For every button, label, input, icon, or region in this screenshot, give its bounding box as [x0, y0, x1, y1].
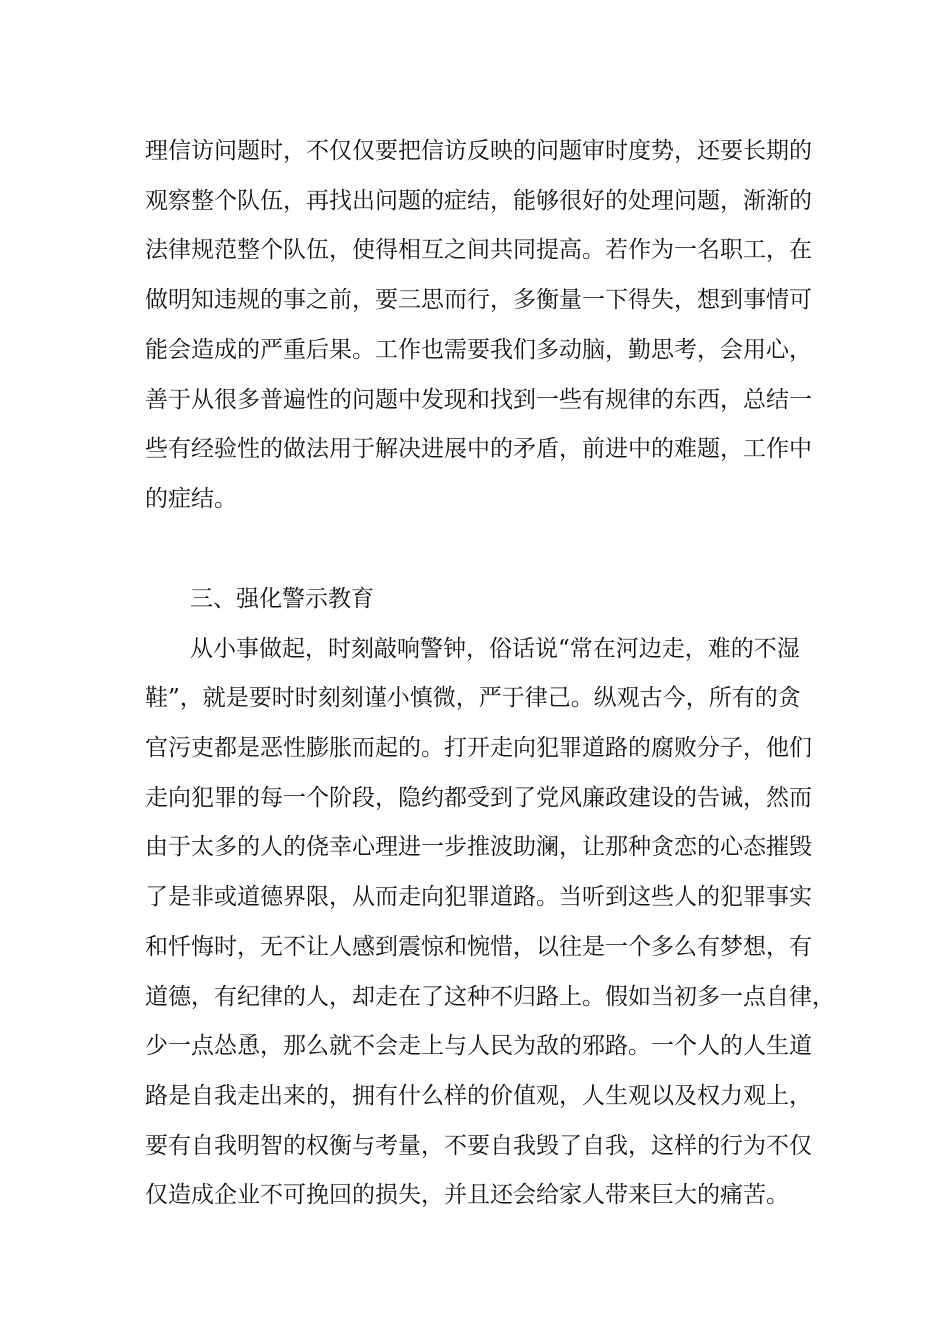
paragraph-2-line: 道德，有纪律的人，却走在了这种不归路上。假如当初多一点自律，: [145, 984, 835, 1010]
paragraph-1-line: 的症结。: [145, 486, 237, 512]
paragraph-2-line: 路是自我走出来的，拥有什么样的价值观，人生观以及权力观上，: [145, 1083, 812, 1109]
paragraph-2-line: 仅造成企业不可挽回的损失，并且还会给家人带来巨大的痛苦。: [145, 1182, 789, 1208]
paragraph-2-line: 由于太多的人的侥幸心理进一步推波助澜，让那种贪恋的心态摧毁: [145, 834, 812, 860]
paragraph-2-line: 官污吏都是恶性膨胀而起的。打开走向犯罪道路的腐败分子，他们: [145, 735, 812, 761]
paragraph-1-line: 观察整个队伍，再找出问题的症结，能够很好的处理问题，渐渐的: [145, 188, 812, 214]
paragraph-2-line: 少一点怂恿，那么就不会走上与人民为敌的邪路。一个人的人生道: [145, 1033, 812, 1059]
paragraph-1-line: 法律规范整个队伍，使得相互之间共同提高。若作为一名职工，在: [145, 237, 812, 263]
section-heading: 三、强化警示教育: [190, 586, 374, 612]
paragraph-2-line: 和忏悔时，无不让人感到震惊和惋惜，以往是一个多么有梦想，有: [145, 934, 812, 960]
paragraph-2-line: 鞋”，就是要时时刻刻谨小慎微，严于律己。纵观古今，所有的贪: [145, 685, 801, 711]
paragraph-2-line: 要有自我明智的权衡与考量，不要自我毁了自我，这样的行为不仅: [145, 1133, 812, 1159]
paragraph-1-line: 理信访问题时，不仅仅要把信访反映的问题审时度势，还要长期的: [145, 138, 812, 164]
paragraph-2-line: 从小事做起，时刻敲响警钟，俗话说“常在河边走，难的不湿: [190, 636, 800, 662]
paragraph-1-line: 做明知违规的事之前，要三思而行，多衡量一下得失，想到事情可: [145, 287, 812, 313]
paragraph-2-line: 走向犯罪的每一个阶段，隐约都受到了党风廉政建设的告诫，然而: [145, 785, 812, 811]
paragraph-1-line: 能会造成的严重后果。工作也需要我们多动脑，勤思考，会用心，: [145, 337, 812, 363]
paragraph-2-line: 了是非或道德界限，从而走向犯罪道路。当听到这些人的犯罪事实: [145, 884, 812, 910]
paragraph-1-line: 些有经验性的做法用于解决进展中的矛盾，前进中的难题，工作中: [145, 436, 812, 462]
paragraph-1-line: 善于从很多普遍性的问题中发现和找到一些有规律的东西，总结一: [145, 387, 812, 413]
